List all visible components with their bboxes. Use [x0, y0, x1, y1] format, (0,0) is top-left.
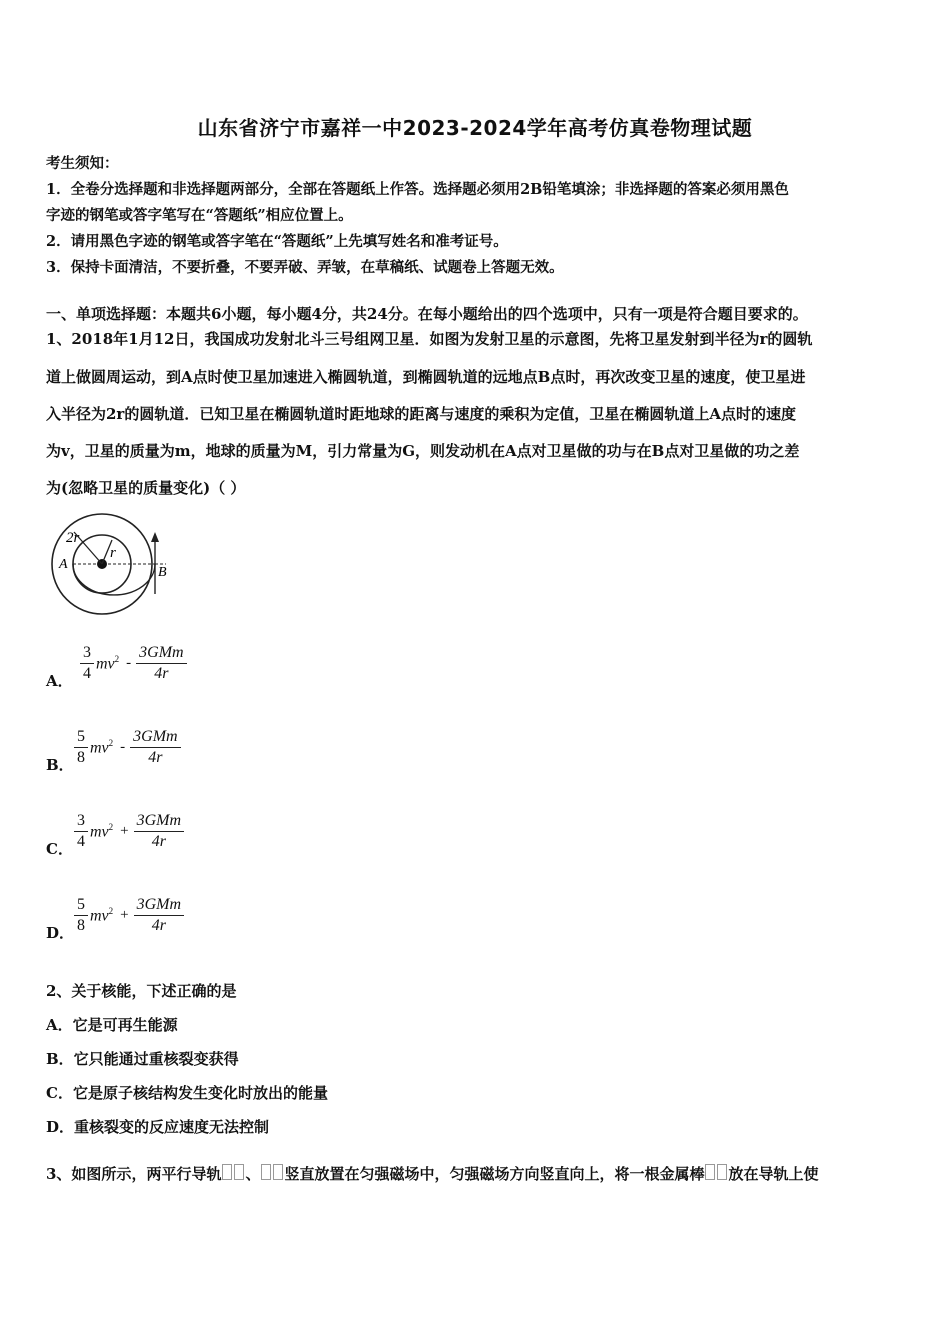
q2-option-a: A．它是可再生能源	[46, 1016, 178, 1034]
q1-stem-line-4: 为v，卫星的质量为m，地球的质量为M，引力常量为G，则发动机在A点对卫星做的功与在B点对卫星做的功之差	[46, 442, 800, 460]
notice-item-1-cont: 字迹的钢笔或答字笔写在“答题纸”相应位置上。	[46, 207, 353, 224]
q2-option-d: D．重核裂变的反应速度无法控制	[46, 1118, 270, 1136]
placeholder-glyph	[261, 1164, 271, 1180]
label-r: r	[110, 545, 116, 561]
q1-option-a-expression: $\frac{3}{4}$ $mv^2$ - $\frac{\text{3GMm}}{4r}$	[80, 644, 187, 684]
label-b: B	[158, 565, 167, 580]
q1-option-a-letter: A．	[46, 672, 73, 690]
q1-stem-line-2: 道上做圆周运动，到A点时使卫星加速进入椭圆轨道，到椭圆轨道的远地点B点时，再次改变卫星的速度，使卫星进	[46, 368, 806, 386]
section-heading: 一、单项选择题：本题共6小题，每小题4分，共24分。在每小题给出的四个选项中，只有一项是符合题目要求的。	[46, 305, 808, 323]
placeholder-glyph	[234, 1164, 244, 1180]
q1-stem-line-5: 为(忽略卫星的质量变化)（ ）	[46, 479, 246, 497]
page-title: 山东省济宁市嘉祥一中2023-2024学年高考仿真卷物理试题	[197, 116, 753, 140]
placeholder-glyph	[222, 1164, 232, 1180]
arrow-up-icon	[151, 532, 159, 542]
notice-heading: 考生须知：	[46, 155, 119, 172]
notice-item-3: 3．保持卡面清洁，不要折叠，不要弄破、弄皱，在草稿纸、试题卷上答题无效。	[46, 259, 564, 276]
label-a: A	[59, 557, 68, 572]
placeholder-glyph	[717, 1164, 727, 1180]
q2-stem: 2、关于核能，下述正确的是	[46, 982, 237, 1000]
notice-item-2: 2．请用黑色字迹的钢笔或答字笔在“答题纸”上先填写姓名和准考证号。	[46, 233, 508, 250]
q3-stem: 3、如图所示，两平行导轨 、 竖直放置在匀强磁场中，匀强磁场方向竖直向上，将一根金属棒 放在导轨上使	[46, 1165, 819, 1183]
q2-option-b: B．它只能通过重核裂变获得	[46, 1050, 239, 1068]
placeholder-glyph	[273, 1164, 283, 1180]
q1-option-c-expression: $\frac{3}{4}$ $mv^2$ + $\frac{\text{3GMm}}{4r}$	[74, 812, 184, 852]
q1-option-d-letter: D．	[46, 924, 75, 942]
placeholder-glyph	[705, 1164, 715, 1180]
q1-option-d-expression: $\frac{5}{8}$ $mv^2$ + $\frac{\text{3GMm}}{4r}$	[74, 896, 184, 936]
q2-option-c: C．它是原子核结构发生变化时放出的能量	[46, 1084, 328, 1102]
q1-option-c-letter: C．	[46, 840, 73, 858]
notice-item-1: 1．全卷分选择题和非选择题两部分，全部在答题纸上作答。选择题必须用2B铅笔填涂；非选择题的答案必须用黑色	[46, 181, 789, 198]
q1-option-b-letter: B．	[46, 756, 74, 774]
q1-option-b-expression: $\frac{5}{8}$ $mv^2$ - $\frac{\text{3GMm}}{4r}$	[74, 728, 181, 768]
label-2r: 2r	[66, 530, 80, 546]
q1-stem-line-1: 1、2018年1月12日，我国成功发射北斗三号组网卫星．如图为发射卫星的示意图，先将卫星发射到半径为r的圆轨	[46, 330, 813, 348]
q1-stem-line-3: 入半径为2r的圆轨道．已知卫星在椭圆轨道时距地球的距离与速度的乘积为定值，卫星在椭圆轨道上A点时的速度	[46, 405, 796, 423]
orbit-diagram	[44, 512, 184, 618]
